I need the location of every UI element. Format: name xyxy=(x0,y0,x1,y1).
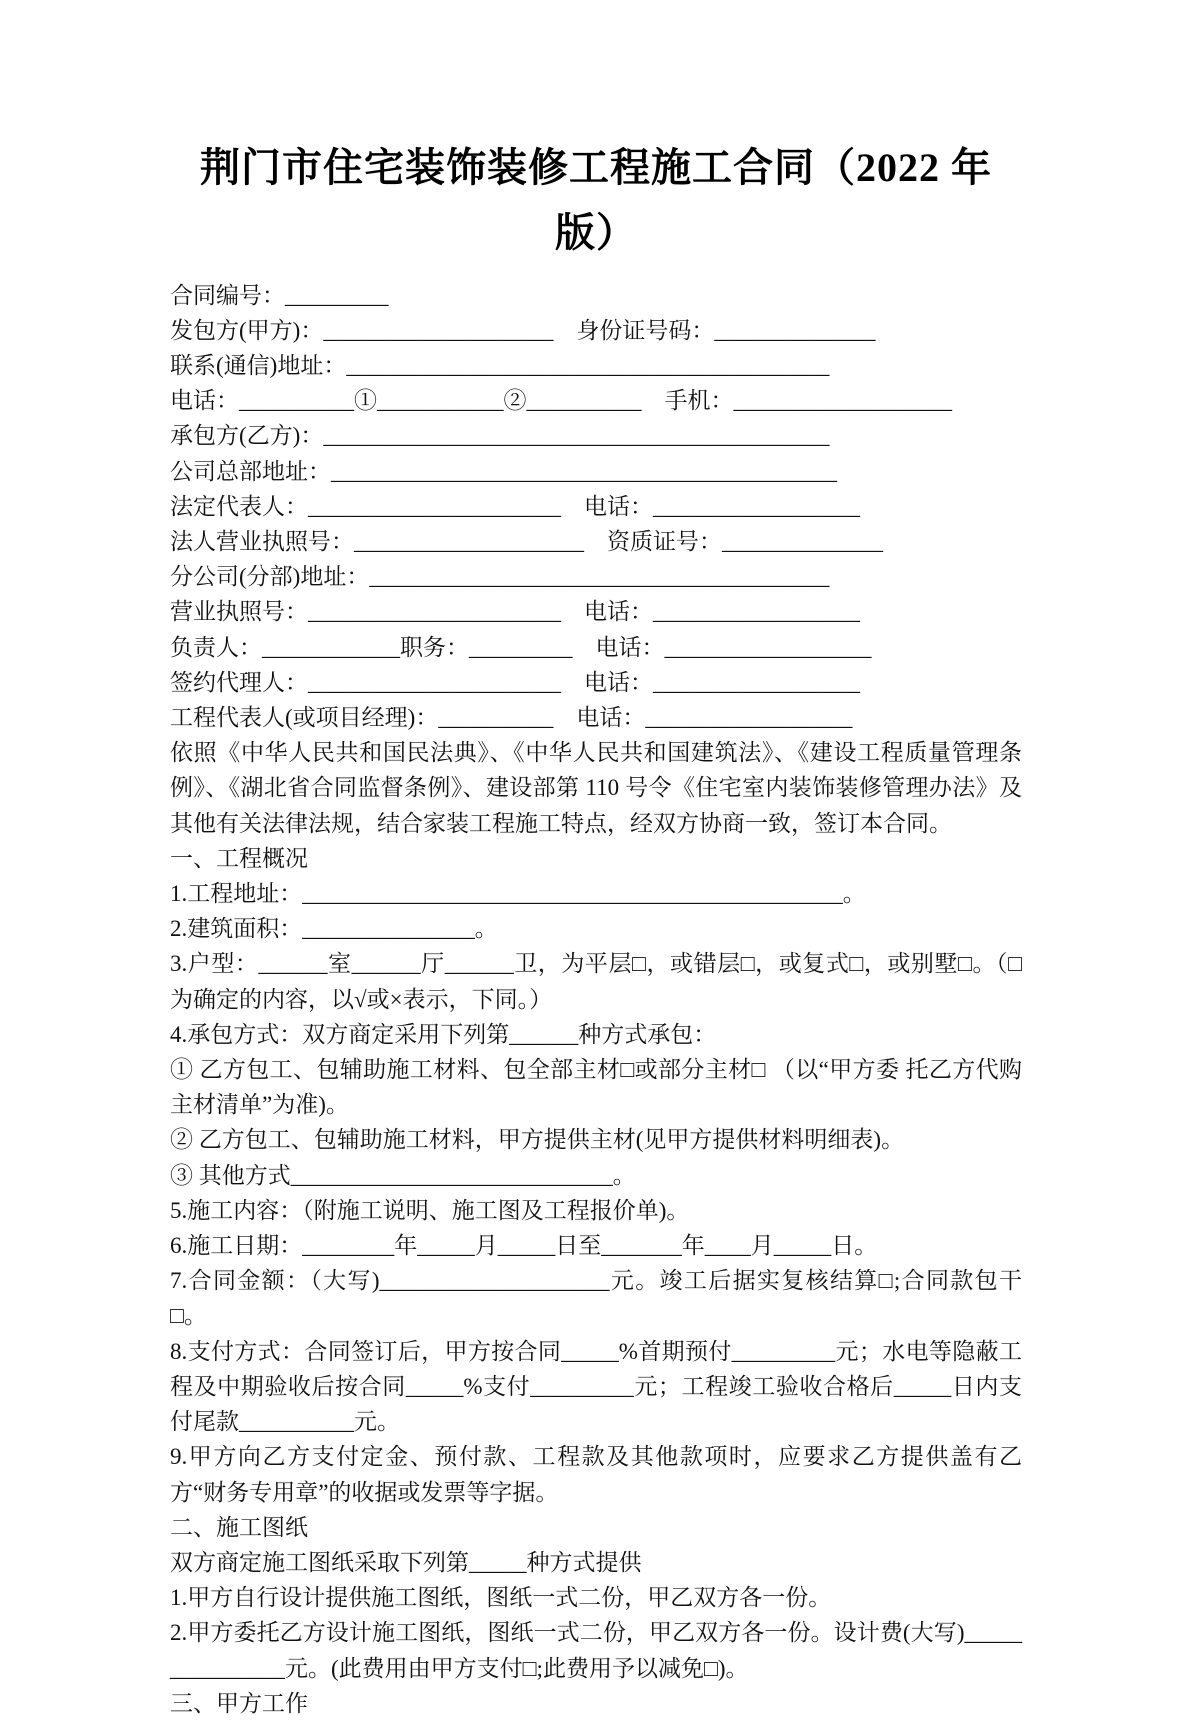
item-project-address: 1.工程地址：_______________________________________________。 xyxy=(170,881,866,907)
section-heading-construction-drawings: 二、施工图纸 xyxy=(170,1514,308,1540)
field-line-project-representative: 工程代表人(或项目经理)：__________ 电话：__________________ xyxy=(170,705,853,731)
item-payment-receipts: 9.甲方向乙方支付定金、预付款、工程款及其他款项时，应要求乙方提供盖有乙方“财务专用章”的收据或发票等字据。 xyxy=(170,1444,1022,1505)
section-heading-party-a-work: 三、甲方工作 xyxy=(170,1690,308,1716)
field-line-company-hq-address: 公司总部地址：____________________________________________ xyxy=(170,458,837,484)
item-contracting-method: 4.承包方式：双方商定采用下列第______种方式承包： xyxy=(170,1021,717,1047)
field-line-contact-address: 联系(通信)地址：__________________________________________ xyxy=(170,353,830,378)
field-line-business-license: 法人营业执照号：____________________ 资质证号：______________ xyxy=(170,529,883,555)
item-construction-dates: 6.施工日期：________年_____月_____日至_______年____月_____日。 xyxy=(170,1233,878,1259)
field-line-phone-mobile: 电话：__________①___________②__________ 手机：___________________ xyxy=(170,388,952,414)
item-house-type: 3.户型：______室______厅______卫，为平层□，或错层□，或复式□，或别墅□。（□为确定的内容，以√或×表示，下同。） xyxy=(170,951,1022,1012)
item-building-area: 2.建筑面积：_______________。 xyxy=(170,916,498,942)
drawings-option-1: 1.甲方自行设计提供施工图纸，图纸一式二份，甲乙双方各一份。 xyxy=(170,1585,832,1611)
section-heading-project-overview: 一、工程概况 xyxy=(170,845,308,871)
document-body xyxy=(170,278,1022,1721)
field-line-signing-agent: 签约代理人：______________________ 电话：__________________ xyxy=(170,669,860,695)
field-line-party-b: 承包方(乙方)：____________________________________________ xyxy=(170,423,830,449)
field-line-person-in-charge: 负责人：____________职务：_________ 电话：__________________ xyxy=(170,634,872,660)
field-line-contract-number: 合同编号：_________ xyxy=(170,282,389,308)
paragraph-legal-basis: 依照《中华人民共和国民法典》、《中华人民共和国建筑法》、《建设工程质量管理条例》、《湖北省合同监督条例》、建设部第 110 号令《住宅室内装饰装修管理办法》及其他有关法律法规，结合家装工程施工特点，经双方协商一致，签订本合同。 xyxy=(170,740,1022,836)
contracting-option-3: ③ 其他方式____________________________。 xyxy=(170,1162,636,1188)
item-contract-amount: 7.合同金额：（大写)____________________元。竣工后据实复核结算□;合同款包干□。 xyxy=(170,1268,1022,1329)
field-line-party-a: 发包方(甲方)：____________________ 身份证号码：______________ xyxy=(170,317,876,343)
contracting-option-1: ① 乙方包工、包辅助施工材料、包全部主材□或部分主材□ （以“甲方委 托乙方代购主材清单”为准)。 xyxy=(170,1057,1022,1118)
field-line-legal-representative: 法定代表人：______________________ 电话：__________________ xyxy=(170,493,860,519)
contracting-option-2: ② 乙方包工、包辅助施工材料，甲方提供主材(见甲方提供材料明细表)。 xyxy=(170,1127,905,1153)
drawings-method-line: 双方商定施工图纸采取下列第_____种方式提供 xyxy=(170,1549,642,1575)
field-line-branch-address: 分公司(分部)地址：________________________________________ xyxy=(170,564,830,590)
drawings-option-2: 2.甲方委托乙方设计施工图纸，图纸一式二份，甲乙双方各一份。设计费(大写)_______________元。(此费用由甲方支付□;此费用予以减免□)。 xyxy=(170,1620,1022,1681)
item-payment-method: 8.支付方式：合同签订后，甲方按合同_____%首期预付_________元；水电等隐蔽工程及中期验收后按合同_____%支付_________元；工程竣工验收合格后_____日内支付尾款__________元。 xyxy=(170,1338,1022,1435)
field-line-branch-license: 营业执照号：______________________ 电话：__________________ xyxy=(170,599,860,625)
document-title: 荆门市住宅装饰装修工程施工合同（2022 年版） xyxy=(200,145,992,255)
item-construction-content: 5.施工内容：（附施工说明、施工图及工程报价单)。 xyxy=(170,1197,690,1223)
